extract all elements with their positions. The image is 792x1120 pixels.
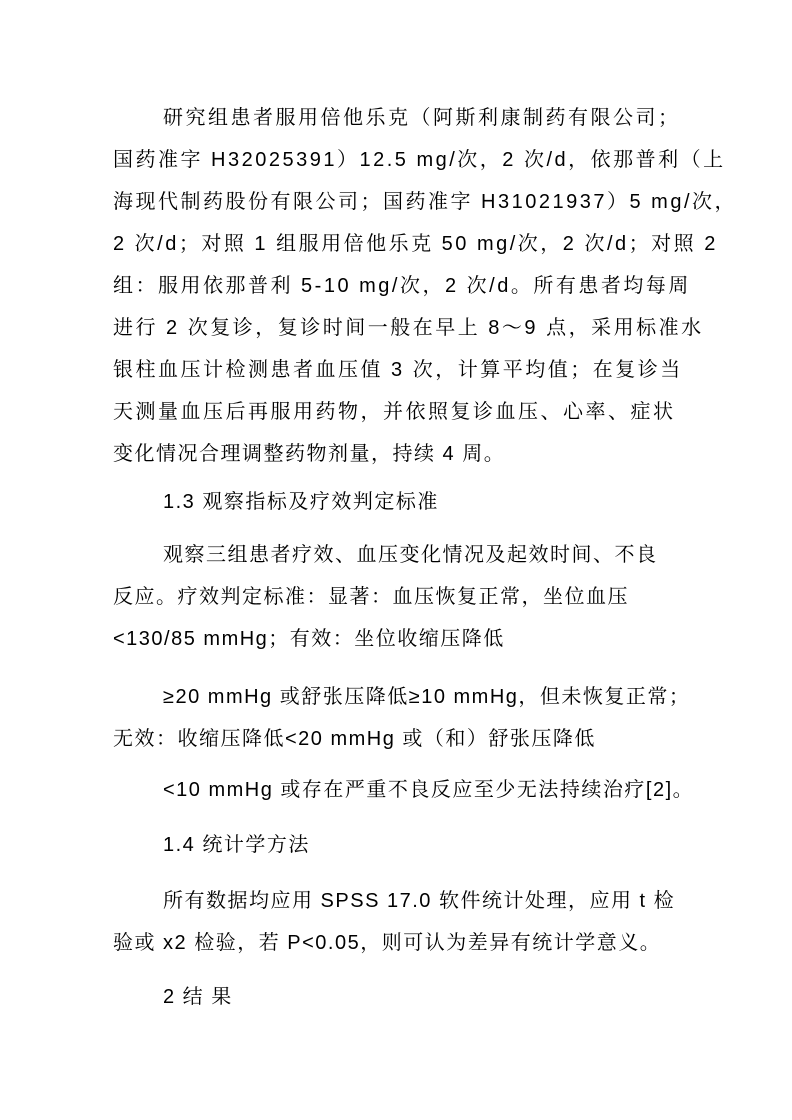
- text-line: 国药准字 H32025391）12.5 mg/次，2 次/d，依那普利（上: [113, 149, 726, 171]
- text-line: 研究组患者服用倍他乐克（阿斯利康制药有限公司；: [163, 107, 681, 129]
- text-line: <130/85 mmHg；有效：坐位收缩压降低: [113, 628, 505, 650]
- text-line: 银柱血压计检测患者血压值 3 次，计算平均值；在复诊当: [113, 359, 683, 381]
- text-line: 进行 2 次复诊，复诊时间一般在早上 8～9 点，采用标准水: [113, 317, 704, 339]
- section-heading-1-4: [113, 824, 678, 866]
- paragraph-criteria-effective: [113, 676, 691, 760]
- section-heading-2-results: [113, 976, 678, 1018]
- text-line: 验或 x2 检验，若 P<0.05，则可认为差异有统计学意义。: [113, 932, 662, 954]
- section-heading-1-3: [113, 481, 678, 523]
- text-line: 所有数据均应用 SPSS 17.0 软件统计处理，应用 t 检: [163, 890, 676, 912]
- text-line: 无效：收缩压降低<20 mmHg 或（和）舒张压降低: [113, 728, 596, 750]
- paragraph-statistics: [113, 880, 678, 964]
- text-line: 观察三组患者疗效、血压变化情况及起效时间、不良: [163, 544, 658, 566]
- text-line: 变化情况合理调整药物剂量，持续 4 周。: [113, 443, 506, 465]
- document-content: [113, 97, 738, 1018]
- heading-line: 2 结 果: [163, 986, 233, 1008]
- text-line: <10 mmHg 或存在严重不良反应至少无法持续治疗[2]。: [163, 779, 695, 801]
- heading-line: 1.3 观察指标及疗效判定标准: [163, 491, 439, 513]
- text-line: 海现代制药股份有限公司；国药准字 H31021937）5 mg/次，: [113, 191, 738, 213]
- paragraph-criteria-ineffective: [113, 769, 695, 811]
- text-line: ≥20 mmHg 或舒张压降低≥10 mmHg，但未恢复正常；: [163, 686, 691, 708]
- text-line: 反应。疗效判定标准：显著：血压恢复正常，坐位血压: [113, 586, 629, 608]
- paragraph-methods-dosage: [113, 97, 738, 475]
- text-line: 组：服用依那普利 5-10 mg/次，2 次/d。所有患者均每周: [113, 275, 691, 297]
- text-line: 天测量血压后再服用药物，并依照复诊血压、心率、症状: [113, 401, 676, 423]
- paragraph-criteria: [113, 534, 678, 660]
- text-line: 2 次/d；对照 1 组服用倍他乐克 50 mg/次，2 次/d；对照 2: [113, 233, 718, 255]
- heading-line: 1.4 统计学方法: [163, 834, 310, 856]
